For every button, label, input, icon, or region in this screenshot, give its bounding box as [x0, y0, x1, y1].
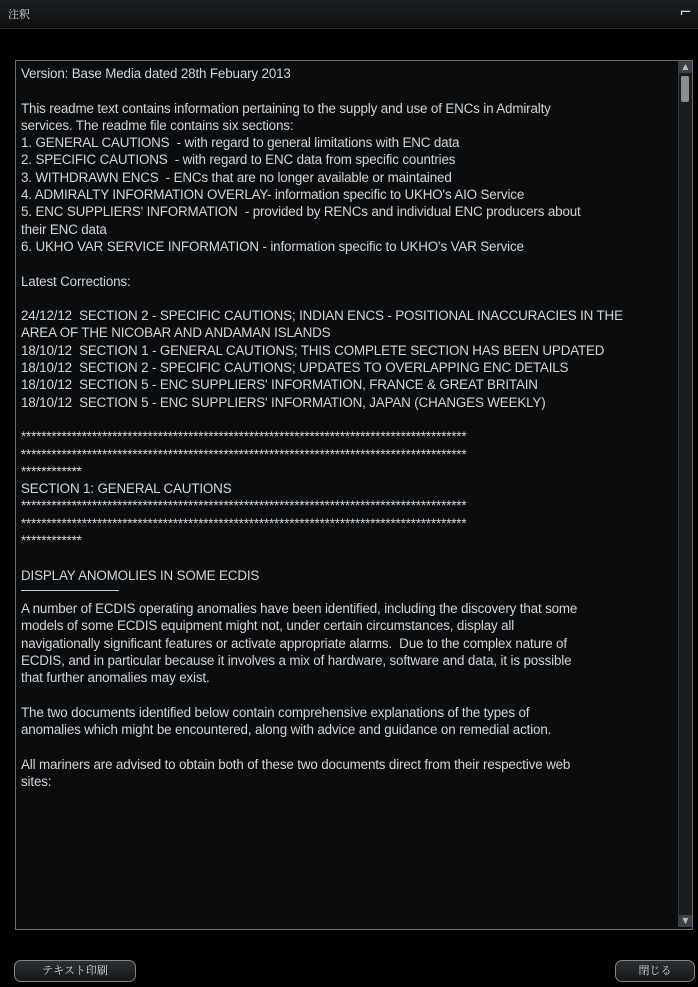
text-line: 18/10/12 SECTION 5 - ENC SUPPLIERS' INFORMATION, FRANCE & GREAT BRITAIN — [21, 377, 538, 393]
text-line: 4. ADMIRALTY INFORMATION OVERLAY- information specific to UKHO's AIO Service — [21, 187, 525, 203]
text-line: ************ — [21, 533, 82, 549]
blank-line — [21, 290, 676, 307]
blank-line — [21, 82, 676, 99]
text-line: **************************************************************************************** — [21, 446, 467, 462]
vertical-scrollbar[interactable] — [678, 61, 692, 927]
text-line: 24/12/12 SECTION 2 - SPECIFIC CAUTIONS; INDIAN ENCS - POSITIONAL INACCURACIES IN THE — [21, 308, 623, 324]
text-line: anomalies which might be encountered, along with advice and guidance on remedial action. — [21, 721, 552, 737]
title-bar — [0, 0, 698, 29]
text-line: Version: Base Media dated 28th Febuary 2013 — [21, 66, 291, 81]
window-close-icon[interactable]: ⌐ — [679, 3, 692, 21]
text-line: 18/10/12 SECTION 2 - SPECIFIC CAUTIONS; UPDATES TO OVERLAPPING ENC DETAILS — [21, 360, 569, 376]
text-line: ECDIS, and in particular because it involves a mix of hardware, software and data, it is possible — [21, 652, 572, 668]
blank-line — [21, 411, 676, 428]
scroll-down-arrow-icon[interactable]: ▼ — [679, 915, 692, 927]
text-line: 1. GENERAL CAUTIONS - with regard to general limitations with ENC data — [21, 135, 460, 151]
text-line: services. The readme file contains six sections: — [21, 117, 294, 133]
text-line: 6. UKHO VAR SERVICE INFORMATION - information specific to UKHO's VAR Service — [21, 238, 524, 254]
text-line: that further anomalies may exist. — [21, 670, 210, 686]
text-line: navigationally significant features or activate appropriate alarms. Due to the complex nature of — [21, 635, 567, 651]
blank-line — [21, 738, 676, 755]
text-line: their ENC data — [21, 221, 107, 237]
window-title: 注釈 — [8, 8, 30, 21]
heading-underline — [21, 590, 119, 591]
print-text-button[interactable]: テキスト印刷 — [14, 960, 136, 982]
blank-line — [21, 255, 676, 272]
text-line: 2. SPECIFIC CAUTIONS - with regard to ENC data from specific countries — [21, 152, 456, 168]
text-line: The two documents identified below contain comprehensive explanations of the types of — [21, 704, 530, 720]
readme-text[interactable] — [21, 65, 676, 923]
text-line: sites: — [21, 773, 52, 789]
close-button[interactable]: 閉じる — [615, 960, 695, 982]
text-line: 5. ENC SUPPLIERS' INFORMATION - provided by RENCs and individual ENC producers about — [21, 204, 581, 220]
blank-line — [21, 549, 676, 566]
readme-text-panel[interactable] — [15, 60, 693, 930]
blank-line — [21, 686, 676, 703]
text-line: 18/10/12 SECTION 1 - GENERAL CAUTIONS; THIS COMPLETE SECTION HAS BEEN UPDATED — [21, 342, 605, 358]
readme-lines — [21, 65, 676, 584]
text-line: 18/10/12 SECTION 5 - ENC SUPPLIERS' INFORMATION, JAPAN (CHANGES WEEKLY) — [21, 394, 546, 410]
scroll-thumb[interactable] — [681, 76, 689, 102]
text-line: SECTION 1: GENERAL CAUTIONS — [21, 481, 232, 497]
readme-lines-continued — [21, 600, 676, 790]
text-line: A number of ECDIS operating anomalies have been identified, including the discovery that some — [21, 600, 578, 616]
text-line: **************************************************************************************** — [21, 515, 467, 531]
text-line: Latest Corrections: — [21, 273, 131, 289]
text-line: DISPLAY ANOMOLIES IN SOME ECDIS — [21, 567, 260, 583]
text-line: 3. WITHDRAWN ENCS - ENCs that are no longer available or maintained — [21, 169, 452, 185]
text-line: **************************************************************************************** — [21, 429, 467, 445]
text-line: models of some ECDIS equipment might not, under certain circumstances, display all — [21, 618, 515, 634]
text-line: This readme text contains information pertaining to the supply and use of ENCs in Admiralty — [21, 100, 551, 116]
text-line: AREA OF THE NICOBAR AND ANDAMAN ISLANDS — [21, 325, 331, 341]
text-line: **************************************************************************************** — [21, 498, 467, 514]
text-line: All mariners are advised to obtain both of these two documents direct from their respective web — [21, 756, 571, 772]
scroll-up-arrow-icon[interactable]: ▲ — [679, 61, 692, 73]
text-line: ************ — [21, 463, 82, 479]
